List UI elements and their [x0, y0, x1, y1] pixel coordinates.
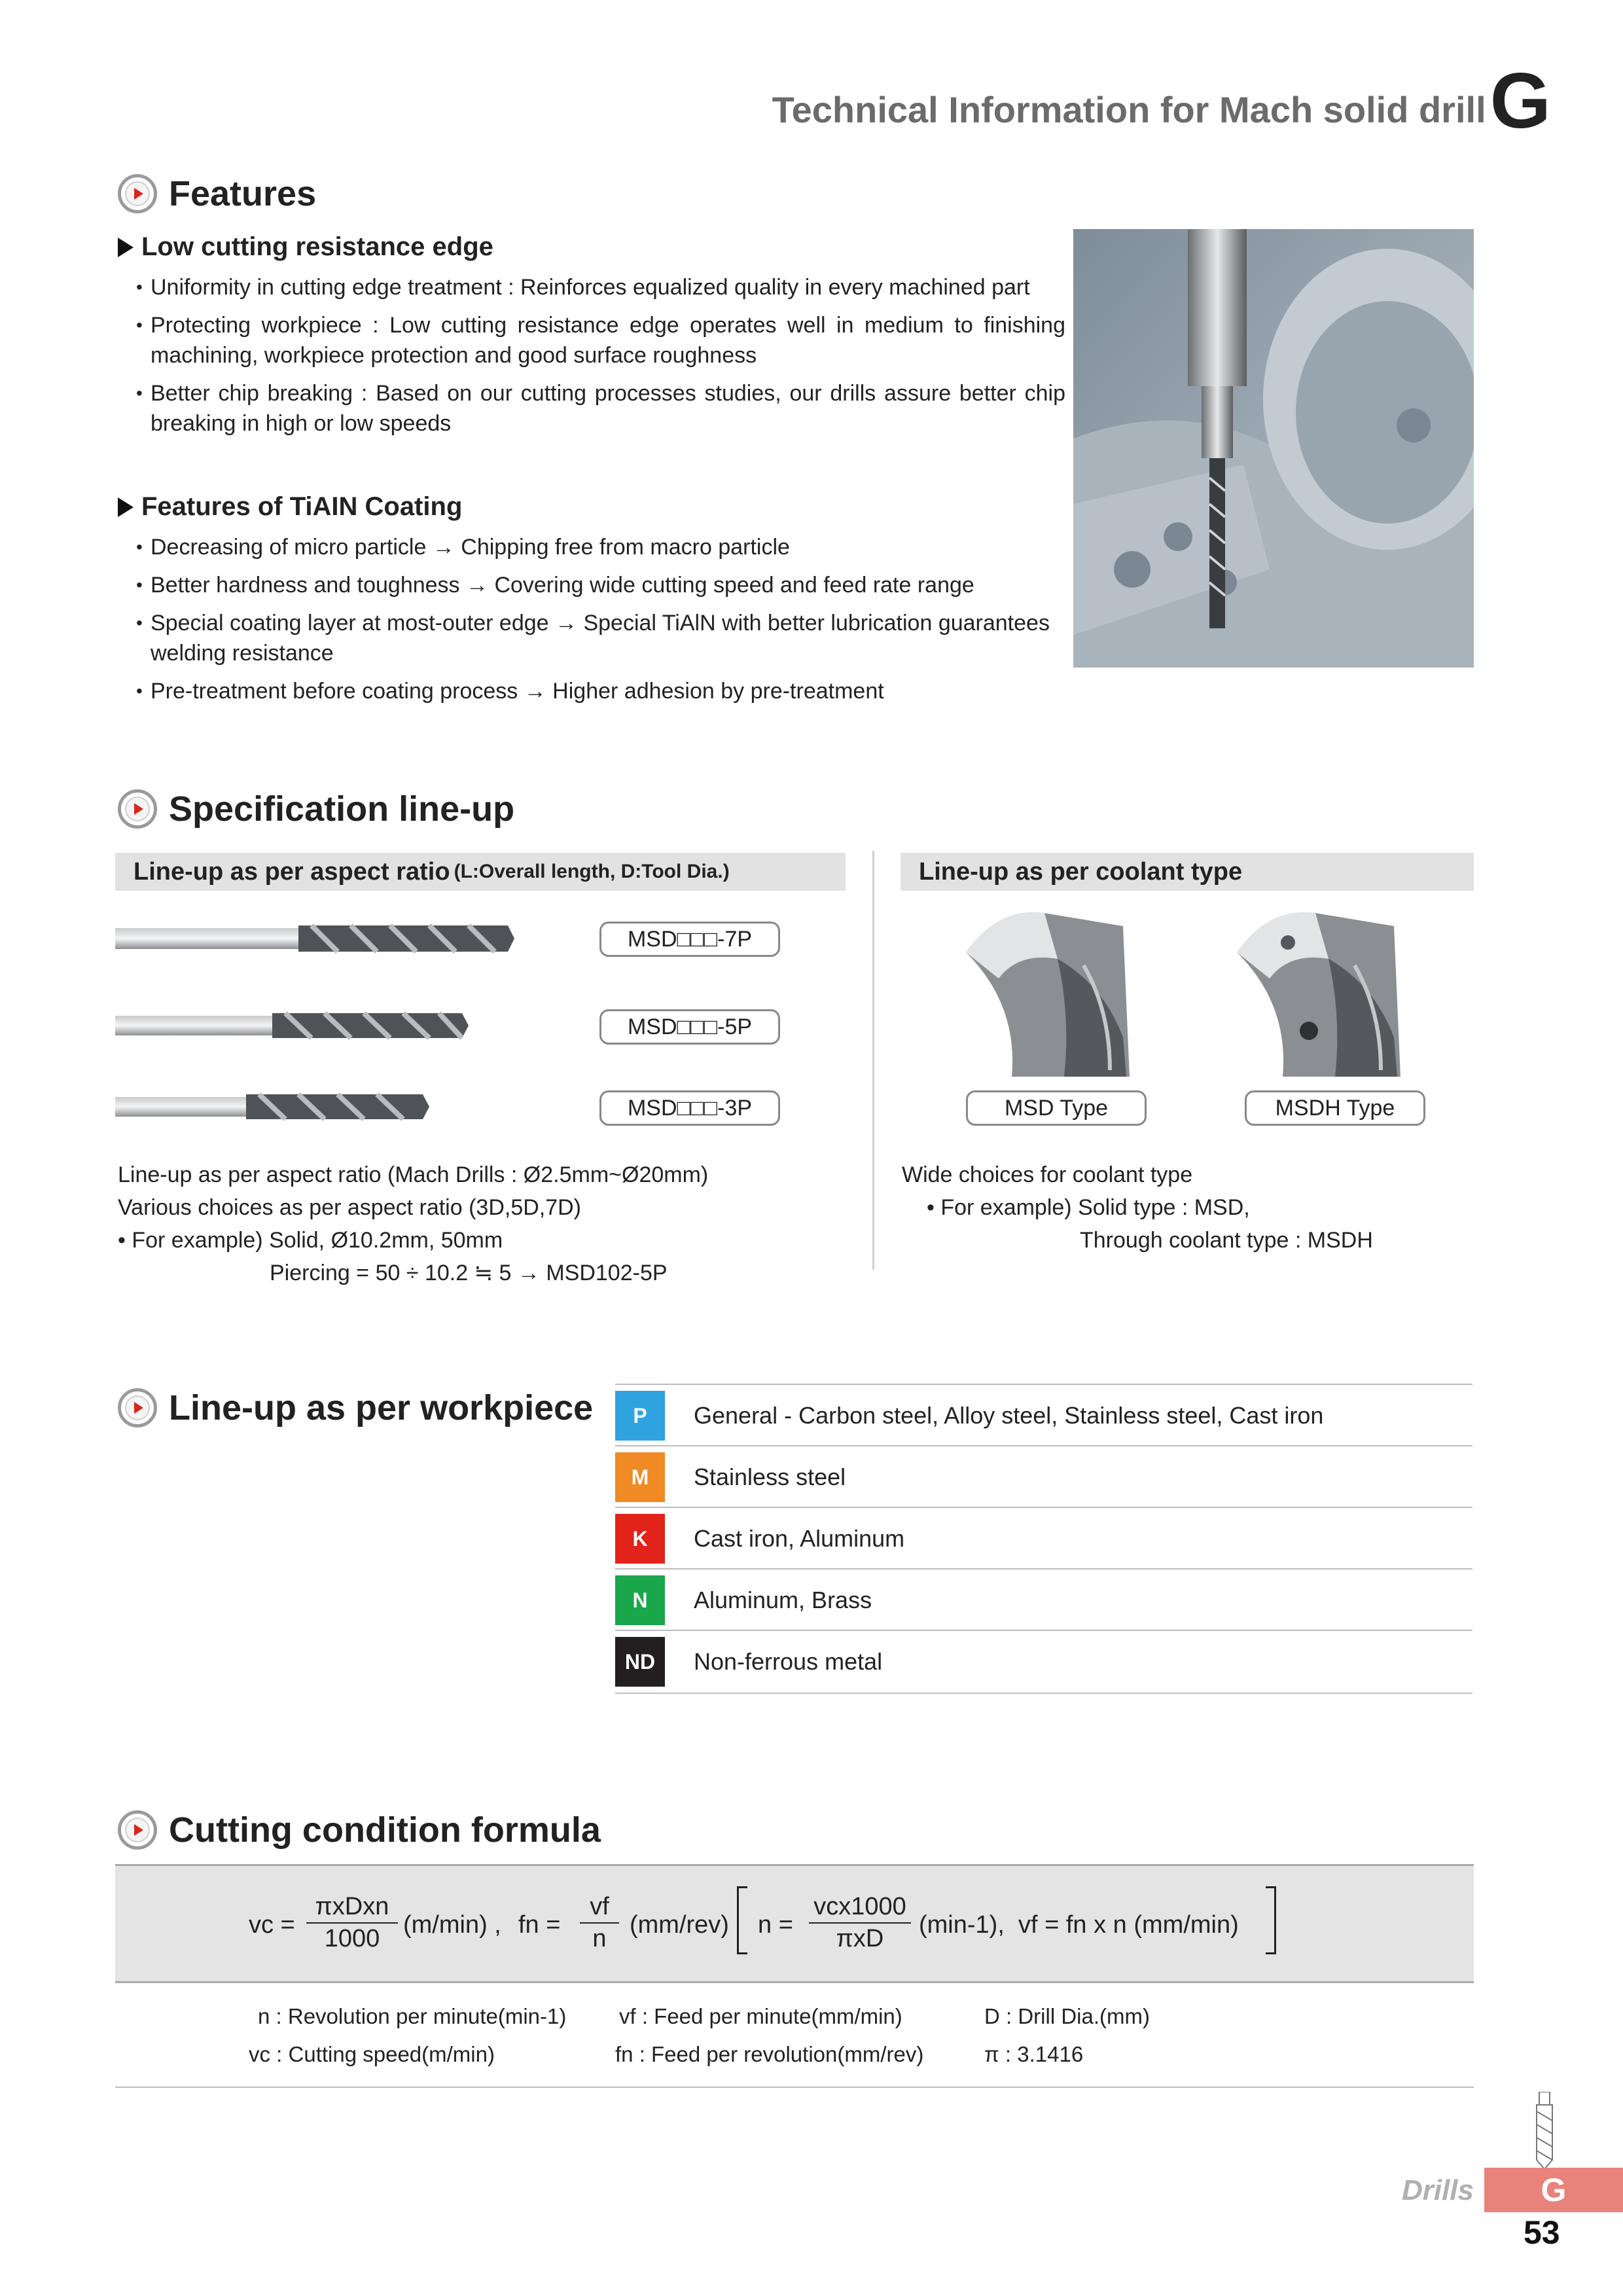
n-unit: (min-1), [919, 1911, 1005, 1939]
material-code-m: M [615, 1452, 665, 1502]
page-number: 53 [1524, 2214, 1560, 2251]
formula-heading: Cutting condition formula [118, 1810, 601, 1850]
drill-5d-image [115, 1013, 469, 1038]
aspect-note-3: • For example) Solid, Ø10.2mm, 50mm [118, 1228, 503, 1253]
material-desc: Stainless steel [694, 1463, 846, 1490]
aspect-ratio-bar: Line-up as per aspect ratio (L:Overall length, D:Tool Dia.) [115, 853, 846, 891]
table-row [615, 1568, 1472, 1631]
play-bullet-icon [118, 789, 157, 829]
list-item: • Special coating layer at most-outer edge → Special TiAlN with better lubrication guarantees welding resistance [136, 608, 1060, 668]
msdh-type-label: MSDH Type [1245, 1090, 1425, 1126]
legend-vc: vc : Cutting speed(m/min) [249, 2042, 495, 2066]
arrow-right-icon [118, 497, 134, 517]
play-bullet-icon [118, 174, 157, 213]
coating-heading: Features of TiAIN Coating [118, 492, 462, 522]
table-row [615, 1384, 1472, 1446]
low-cutting-list [136, 272, 1065, 446]
n-label: n = [758, 1911, 793, 1939]
page-title: Technical Information for Mach solid drill [772, 89, 1486, 130]
features-heading: Features [118, 173, 316, 214]
coolant-type-bar: Line-up as per coolant type [901, 853, 1474, 891]
vf-expression: vf = fn x n (mm/min) [1018, 1911, 1239, 1939]
drill-tab-icon [1530, 2092, 1559, 2170]
material-desc: General - Carbon steel, Alloy steel, Stainless steel, Cast iron [694, 1402, 1324, 1429]
formula-bottom-rule [115, 2087, 1474, 2088]
n-denominator: πxD [836, 1925, 884, 1952]
list-item: • Better chip breaking : Based on our cutting processes studies, our drills assure better chip breaking in high or low speeds [136, 378, 1065, 439]
list-item: • Protecting workpiece : Low cutting resistance edge operates well in medium to finishing machining, workpiece protection and good surface roughness [136, 310, 1065, 370]
aspect-note-1: Line-up as per aspect ratio (Mach Drills : Ø2.5mm~Ø20mm) [118, 1162, 709, 1187]
vc-label: vc = [249, 1911, 295, 1939]
aspect-note-2: Various choices as per aspect ratio (3D,5D,7D) [118, 1195, 582, 1220]
material-desc: Non-ferrous metal [694, 1648, 883, 1675]
table-row [615, 1507, 1472, 1570]
table-row [615, 1445, 1472, 1508]
fn-numerator: vf [580, 1893, 619, 1924]
drill-7d-image [115, 925, 514, 952]
n-fraction [809, 1893, 911, 1953]
list-item: • Decreasing of micro particle → Chipping free from macro particle [136, 532, 1065, 562]
vc-fraction [306, 1893, 398, 1953]
footer-chapter-tab: G [1484, 2168, 1623, 2212]
material-code-nd: ND [615, 1637, 665, 1687]
low-cutting-heading: Low cutting resistance edge [118, 232, 493, 262]
msd-tip-image [959, 906, 1143, 1086]
vc-unit: (m/min) , [403, 1911, 501, 1939]
coolant-note-3: Through coolant type : MSDH [1080, 1228, 1373, 1253]
coolant-note-2: • For example) Solid type : MSD, [927, 1195, 1250, 1220]
material-code-n: N [615, 1575, 665, 1625]
aspect-note-4: Piercing = 50 ÷ 10.2 ≒ 5 → MSD102-5P [270, 1261, 668, 1285]
chapter-letter: G [1489, 57, 1551, 145]
play-bullet-icon [118, 1810, 157, 1850]
list-item: • Better hardness and toughness → Covering wide cutting speed and feed rate range [136, 570, 1065, 600]
fn-label: fn = [518, 1911, 561, 1939]
model-label-7p: MSD□□□-7P [599, 922, 780, 957]
list-item: • Pre-treatment before coating process → Higher adhesion by pre-treatment [136, 676, 1065, 706]
spec-heading: Specification line-up [118, 789, 514, 829]
material-desc: Cast iron, Aluminum [694, 1525, 905, 1552]
table-row [615, 1630, 1472, 1694]
n-numerator: vcx1000 [809, 1893, 911, 1924]
material-code-p: P [615, 1391, 665, 1441]
play-bullet-icon [118, 1388, 157, 1427]
legend-vf: vf : Feed per minute(mm/min) [619, 2004, 902, 2028]
bracket-right [1266, 1886, 1276, 1954]
coolant-note-1: Wide choices for coolant type [902, 1162, 1193, 1187]
workpiece-heading: Line-up as per workpiece [118, 1388, 593, 1428]
vc-denominator: 1000 [324, 1925, 380, 1952]
drill-3d-image [115, 1094, 429, 1119]
msdh-tip-image [1230, 906, 1414, 1086]
machining-photo [1073, 229, 1474, 668]
column-divider [872, 851, 874, 1270]
bracket-left [737, 1886, 747, 1954]
legend-d: D : Drill Dia.(mm) [984, 2004, 1150, 2028]
legend-fn: fn : Feed per revolution(mm/rev) [615, 2042, 924, 2066]
fn-unit: (mm/rev) [630, 1911, 729, 1939]
vc-numerator: πxDxn [306, 1893, 398, 1924]
legend-pi: π : 3.1416 [984, 2042, 1084, 2066]
msd-type-label: MSD Type [966, 1090, 1147, 1126]
drill-images [115, 916, 521, 1132]
page-header [772, 57, 1551, 145]
model-label-5p: MSD□□□-5P [599, 1009, 780, 1045]
fn-fraction [580, 1893, 619, 1953]
model-label-3p: MSD□□□-3P [599, 1090, 780, 1126]
material-code-k: K [615, 1514, 665, 1564]
coating-list [136, 532, 1065, 714]
list-item: • Uniformity in cutting edge treatment : Reinforces equalized quality in every machined part [136, 272, 1065, 302]
footer-section-label: Drills [1401, 2174, 1474, 2206]
fn-denominator: n [592, 1925, 607, 1952]
legend-n: n : Revolution per minute(min-1) [258, 2004, 567, 2028]
arrow-right-icon [118, 238, 134, 257]
material-desc: Aluminum, Brass [694, 1587, 872, 1613]
